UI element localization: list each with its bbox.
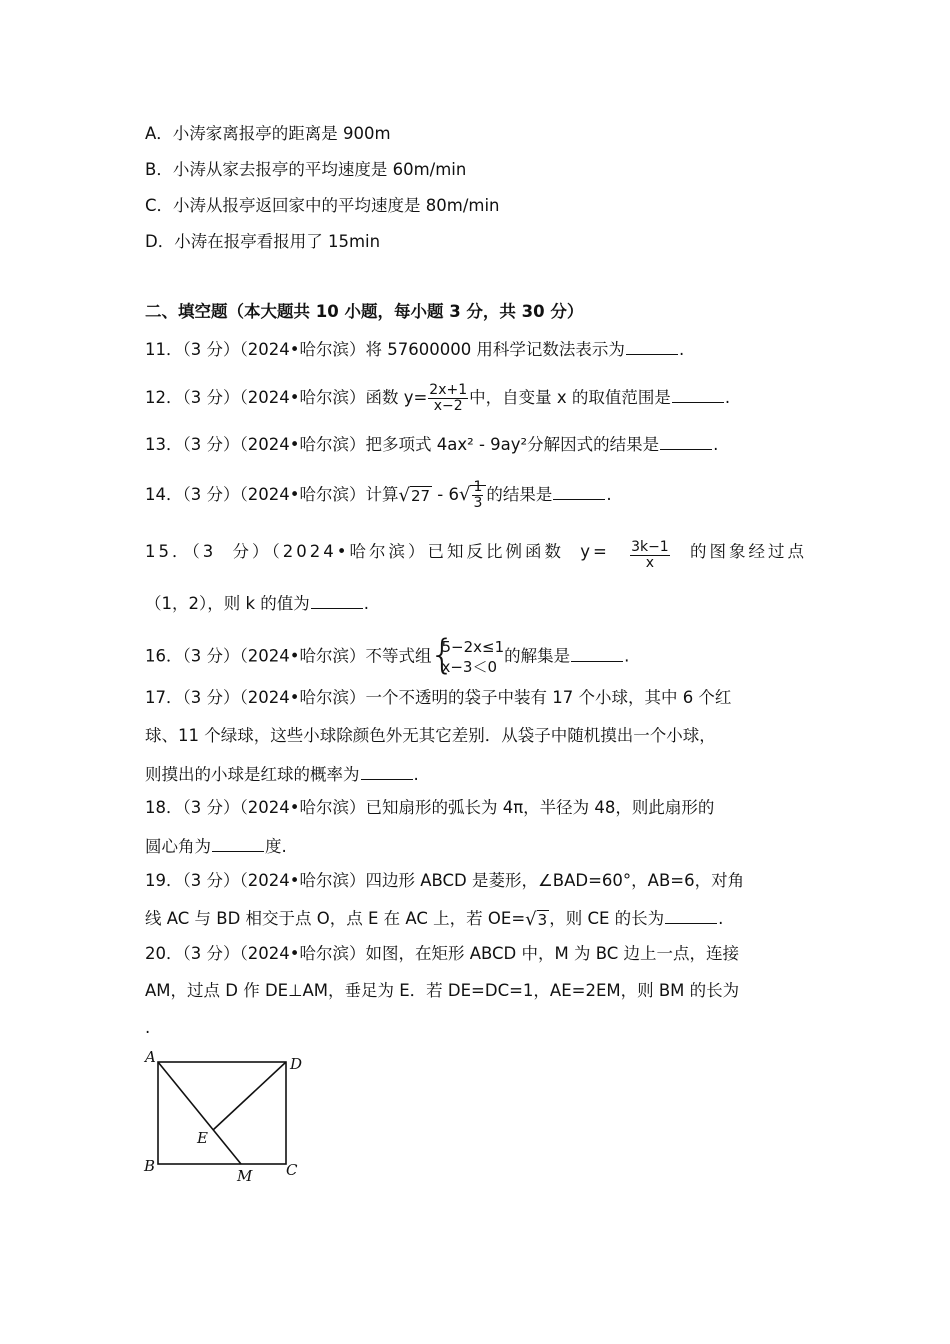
inequality: x−3＜0 [441,658,498,676]
option-text: 小涛在报亭看报用了 15min [174,232,381,251]
question-17-line-3 [145,761,419,787]
label-m: M [237,1167,253,1185]
fraction-denominator: x−2 [433,398,463,414]
question-15 [145,540,807,571]
fraction-denominator: x [645,555,655,571]
radical-icon: √ [459,484,471,505]
label-b: B [144,1157,156,1175]
inequality: 5−2x≤1 [441,638,505,656]
question-text: ，则 CE 的长为 [549,909,665,928]
brace-icon: { [429,632,455,678]
rectangle-abcd [158,1062,286,1164]
fraction [428,383,468,414]
question-text: 圆心角为 [145,837,211,856]
question-end: . [606,485,612,504]
question-text: 的解集是 [504,646,571,666]
question-20-line-3: . [145,1018,151,1037]
fraction-numerator: 3k−1 [631,539,669,555]
question-18-line-2 [145,833,287,859]
answer-blank[interactable] [626,336,678,355]
answer-blank[interactable] [571,643,623,662]
fraction-denominator: 3 [473,495,483,511]
question-19: 19．（3 分）（2024•哈尔滨）四边形 ABCD 是菱形，∠BAD=60°，AB=6，对角 [145,871,745,890]
answer-blank[interactable] [665,905,717,924]
question-end: . [678,340,685,359]
radicand [470,479,486,511]
question-end: 度. [265,837,287,856]
fraction [472,480,483,511]
option-text: 小涛从家去报亭的平均速度是 60m/min [172,160,467,179]
question-end: . [724,388,731,407]
question-end: . [718,909,724,928]
question-text: 15．（3 分）（2024•哈尔滨）已知反比例函数 y= [145,542,610,561]
question-19-line-2 [145,905,723,932]
answer-blank[interactable] [361,761,413,780]
fraction-numerator: 2x+1 [429,382,468,398]
option-label: B． [145,160,173,179]
segment-de [213,1062,286,1130]
question-text: 11．（3 分）（2024•哈尔滨）将 57600000 用科学记数法表示为 [145,340,625,359]
question-text: （1，2），则 k 的值为 [145,594,310,613]
answer-blank[interactable] [672,384,724,403]
question-end: . [413,765,419,784]
question-text: 则摸出的小球是红球的概率为 [145,765,360,784]
option-text: 小涛家离报亭的距离是 900m [172,124,391,143]
question-13 [145,431,718,457]
segment-am [158,1062,241,1164]
answer-blank[interactable] [553,481,605,500]
option-label: D． [145,232,175,251]
square-root [398,484,432,508]
question-20: 20．（3 分）（2024•哈尔滨）如图，在矩形 ABCD 中，M 为 BC 边上一点，连接 [145,944,740,963]
question-16 [145,632,630,678]
rectangle-figure [140,1045,310,1185]
question-text: 14．（3 分）（2024•哈尔滨）计算 [145,485,399,504]
label-e: E [197,1129,208,1147]
question-text: 16．（3 分）（2024•哈尔滨）不等式组 [145,646,432,666]
square-root [459,480,486,511]
radical-icon: √ [398,484,410,506]
section-heading: 二、填空题（本大题共 10 小题，每小题 3 分，共 30 分） [145,302,584,321]
option-label: A． [145,124,173,143]
question-17-line-2: 球、11 个绿球，这些小球除颜色外无其它差别．从袋子中随机摸出一个小球， [145,726,716,745]
question-end: . [624,646,630,666]
square-root [525,908,549,932]
fraction-numerator: 1 [473,479,483,495]
answer-blank[interactable] [212,833,264,852]
question-15-line-2 [145,590,369,616]
option-text: 小涛从报亭返回家中的平均速度是 80m/min [173,196,500,215]
option-d [145,230,380,254]
option-label: C． [145,196,174,215]
question-14 [145,480,612,511]
option-c [145,194,500,218]
question-20-line-2: AM，过点 D 作 DE⊥AM，垂足为 E．若 DE=DC=1，AE=2EM，则 BM 的长为 [145,981,740,1000]
radicand: 3 [537,910,548,929]
question-text: ‑ 6 [432,485,459,504]
question-18: 18．（3 分）（2024•哈尔滨）已知扇形的弧长为 4π，半径为 48，则此扇形的 [145,798,715,817]
label-d: D [290,1055,303,1073]
question-end: . [713,435,719,454]
fraction [630,540,670,571]
question-17: 17．（3 分）（2024•哈尔滨）一个不透明的袋子中装有 17 个小球，其中 6 个红 [145,688,732,707]
question-text: 中，自变量 x 的取值范围是 [469,388,671,407]
question-12 [145,383,730,414]
question-11 [145,336,684,362]
radicand: 27 [410,486,431,505]
label-a: A [145,1048,156,1066]
option-b [145,158,466,182]
question-text: 12．（3 分）（2024•哈尔滨）函数 y= [145,388,428,407]
answer-blank[interactable] [311,590,363,609]
answer-blank[interactable] [660,431,712,450]
label-c: C [286,1161,298,1179]
question-text: 的结果是 [486,485,553,504]
question-text: 13．（3 分）（2024•哈尔滨）把多项式 4ax² ‑ 9ay²分解因式的结果是 [145,435,660,454]
question-end: . [363,594,370,613]
option-a [145,122,391,146]
question-text: 的图象经过点 [689,542,807,561]
inequality-system [429,632,505,678]
question-text: 线 AC 与 BD 相交于点 O，点 E 在 AC 上，若 OE= [145,909,526,928]
radical-icon: √ [525,908,537,930]
